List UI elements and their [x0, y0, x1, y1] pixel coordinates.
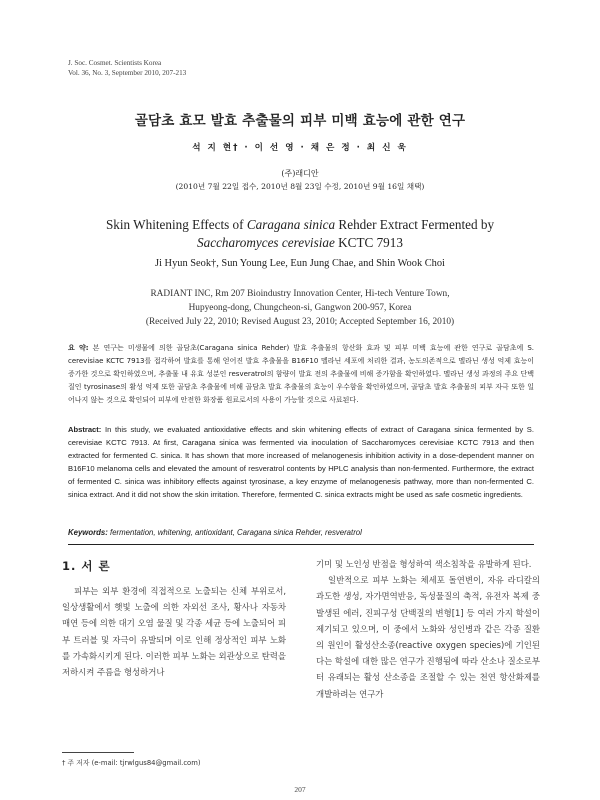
section-heading: 1. 서 론	[62, 559, 111, 573]
korean-abstract	[68, 342, 534, 407]
received-dates: (Received July 22, 2010; Revised August 23, 2010; Accepted September 16, 2010)	[145, 317, 455, 327]
affiliation-line: Hupyeong-dong, Chungcheon-si, Gangwon 200-957, Korea	[188, 303, 412, 313]
title-species: Caragana sinica	[246, 217, 336, 232]
title-part: KCTC 7913	[334, 235, 403, 250]
intro-paragraph: 피부는 외부 환경에 직접적으로 노출되는 신체 부위로서, 일상생활에서 햇빛 노출에 의한 자외선 조사, 황사나 자동차 매연 등에 의한 대기 오염 물질 및 각종 세균 등에 노출되어 피부 트러블 및 자극이 유발되며 이로 인해 정상적인 피부 노화를 가속화시키게 된다. 이러한 피부 노화는 외관상으로 탄력을 저하시켜 주름을 형성하거나	[62, 586, 286, 678]
keywords-text: fermentation, whitening, antioxidant, Caragana sinica Rehder, resveratrol	[110, 528, 362, 537]
english-abstract	[68, 423, 534, 502]
intro-paragraph: 일반적으로 피부 노화는 체세포 돌연변이, 자유 라디칼의 과도한 생성, 자가면역반응, 독성물질의 축적, 유전자 복제 중 발생된 에러, 진피구성 단백질의 변형[1] 등 여러 가지 학설이 제기되고 있으며, 이 중에서 노화와 성인병과 같은 각종 질환의 원인이 활성산소종(reactive oxygen species)에 기인된다는 학설에 대한 많은 연구가 진행됨에 따라 산소나 질소로부터 유래되는 활성 산소종을 조절할 수 있는 천연 항산화제를 개발하려는 연구가	[316, 575, 540, 699]
title-part: Skin Whitening Effects of	[105, 217, 247, 232]
korean-title: 골담초 효모 발효 추출물의 피부 미백 효능에 관한 연구	[134, 113, 466, 129]
keywords-label: Keywords:	[68, 528, 108, 537]
footnote: † 주 저자 (e-mail: tjrwlgus84@gmail.com)	[62, 759, 201, 767]
english-authors: Ji Hyun Seok†, Sun Young Lee, Eun Jung Chae, and Shin Wook Choi	[155, 258, 445, 269]
english-title	[0, 216, 600, 252]
english-abstract-label: Abstract:	[68, 425, 102, 434]
korean-abstract-text: 본 연구는 미생물에 의한 골담초(Caragana sinica Rehder) 발효 추출물의 항산화 효과 및 피부 미백 효능에 관한 연구로 골담초에 S. cerevisiae KCTC 7913를 접각하여 발효를 통해 얻어진 발효 추출물을 B16F10 멜라닌 세포에 처리한 결과, 농도의존적으로 멜라닌 생성 억제 효능이 증가한 것으로 확인하였으며, 추출물 내 유효 성분인 resveratrol의 함량이 발효 전의 추출물에 비해 증가함을 확인하였다. 멜라닌 생성 과정의 주요 단백질인 tyrosinase의 활성 억제 또한 골담초 추출물에 비해 골담초 발효 추출물의 효능이 우수함을 확인하였으며, 골담초 발효 추출물의 피부 자극 또한 일어나지 않는 것으로 확인되어 피부에 안전한 화장품 원료로서의 사용이 가능할 것으로 사료된다.	[68, 344, 534, 405]
korean-dates: (2010년 7월 22일 접수, 2010년 8월 23일 수정, 2010년 9월 16일 채택)	[175, 182, 425, 191]
english-abstract-text: In this study, we evaluated antioxidative effects and skin whitening effects of extract of Caragana sinica fermented by S. cerevisiae KCTC 7913. At first, Caragana sinica was fermented via inoculation of Saccharomyces cerevisiae KCTC 7913 and then extracted for fermented C. sinica. It has shown that more increased of melanogenesis inhibition activity in a dose-dependent manner on B16F10 melanoma cells and elevated the amount of resveratrol contents by HPLC analysis than non-fermented. Furthermore, the extract of fermented C. sinica was inhibitory effects against tyrosinase, a key enzyme of melanogenesis pathway, more than non-fermented C. sinica extract. And it did not show the skin irritation. Therefore, fermented C. sinica extracts might be used as safe cosmetic ingredients.	[68, 425, 534, 500]
korean-authors: 석 지 현† · 이 선 영 · 채 은 정 · 최 신 욱	[192, 143, 408, 153]
title-part: Rehder Extract Fermented by	[335, 217, 495, 232]
right-column	[316, 556, 540, 702]
journal-volume: Vol. 36, No. 3, September 2010, 207-213	[68, 69, 187, 77]
english-affiliation	[0, 287, 600, 329]
journal-citation	[68, 58, 186, 78]
korean-abstract-label: 요 약:	[68, 344, 89, 352]
section-divider	[68, 544, 534, 545]
affiliation-line: RADIANT INC, Rm 207 Bioindustry Innovation Center, Hi-tech Venture Town,	[150, 289, 450, 299]
left-column	[62, 583, 286, 680]
keywords	[68, 528, 534, 537]
footnote-divider	[62, 752, 134, 753]
korean-affiliation: (주)래디안	[281, 169, 319, 178]
page-number: 207	[294, 785, 306, 794]
journal-name: J. Soc. Cosmet. Scientists Korea	[68, 59, 162, 67]
intro-paragraph: 기미 및 노인성 반점을 형성하여 색소침착을 유발하게 된다.	[316, 559, 532, 569]
title-species: Saccharomyces cerevisiae	[197, 235, 335, 250]
